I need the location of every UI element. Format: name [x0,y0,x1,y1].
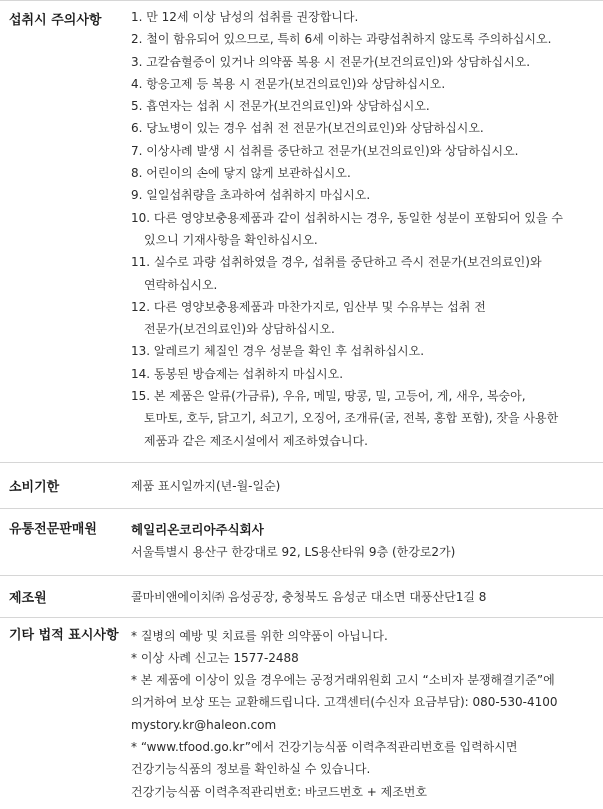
legal-note: * “www.tfood.go.kr”에서 건강기능식품 이력추적관리번호를 입력하시면 [131,740,518,755]
caution-item-continued: 제품과 같은 제조시설에서 제조하였습니다. [144,433,368,448]
caution-item: 2. 철이 함유되어 있으므로, 특히 6세 이하는 과량섭취하지 않도록 주의하십시오. [131,32,552,47]
row-label-distributor: 유통전문판매원 [9,521,97,537]
caution-item: 5. 흡연자는 섭취 시 전문가(보건의료인)와 상담하십시오. [131,99,430,114]
caution-item-continued: 있으니 기재사항을 확인하십시오. [144,232,318,247]
caution-item: 4. 항응고제 등 복용 시 전문가(보건의료인)와 상담하십시오. [131,76,446,91]
manufacturer-value: 콜마비앤에이치㈜ 음성공장, 충청북도 음성군 대소면 대풍산단1길 8 [131,589,487,604]
row-label-expiry: 소비기한 [9,479,60,495]
caution-item-continued: 연락하십시오. [144,277,218,292]
legal-note: * 본 제품에 이상이 있을 경우에는 공정거래위원회 고시 “소비자 분쟁해결기준”에 [131,673,555,688]
caution-item: 6. 당뇨병이 있는 경우 섭취 전 전문가(보건의료인)와 상담하십시오. [131,121,484,136]
legal-note: 건강기능식품 이력추적관리번호: 바코드번호 + 제조번호 [131,784,427,799]
distributor-name: 헤일리온코리아주식회사 [131,521,264,537]
legal-note: * 이상 사례 신고는 1577-2488 [131,650,299,665]
legal-note: * 질병의 예방 및 치료를 위한 의약품이 아닙니다. [131,628,388,643]
caution-item: 13. 알레르기 체질인 경우 성분을 확인 후 섭취하십시오. [131,344,425,359]
caution-item: 9. 일일섭취량을 초과하여 섭취하지 마십시오. [131,188,371,203]
caution-item: 14. 동봉된 방습제는 섭취하지 마십시오. [131,366,344,381]
caution-item-continued: 전문가(보건의료인)와 상담하십시오. [144,322,335,337]
row-expiry [0,463,603,509]
legal-note: 의거하여 보상 또는 교환해드립니다. 고객센터(수신자 요금부담): 080-530-4100 [131,695,558,710]
legal-note: 건강기능식품의 정보를 확인하실 수 있습니다. [131,762,371,777]
caution-item-continued: 토마토, 호두, 닭고기, 쇠고기, 오징어, 조개류(굴, 전복, 홍합 포함), 잣을 사용한 [144,411,559,426]
row-manufacturer [0,576,603,618]
caution-item: 15. 본 제품은 알류(가금류), 우유, 메밀, 땅콩, 밀, 고등어, 게, 새우, 복숭아, [131,389,526,404]
distributor-address: 서울특별시 용산구 한강대로 92, LS용산타워 9층 (한강로2가) [131,545,456,560]
caution-item: 7. 이상사례 발생 시 섭취를 중단하고 전문가(보건의료인)와 상담하십시오. [131,143,519,158]
row-label-other-legal: 기타 법적 표시사항 [9,627,119,643]
caution-item: 3. 고칼슘혈증이 있거나 의약품 복용 시 전문가(보건의료인)와 상담하십시오. [131,54,531,69]
caution-item: 11. 실수로 과량 섭취하였을 경우, 섭취를 중단하고 즉시 전문가(보건의료인)와 [131,255,542,270]
caution-item: 12. 다른 영양보충용제품과 마찬가지로, 임산부 및 수유부는 섭취 전 [131,299,486,314]
row-label-cautions: 섭취시 주의사항 [9,13,102,28]
other-legal-content [131,625,603,803]
caution-item: 10. 다른 영양보충용제품과 같이 섭취하시는 경우, 동일한 성분이 포함되어 있을 수 [131,210,563,225]
row-other-legal [0,618,603,809]
cautions-content [131,6,603,452]
caution-item: 8. 어린이의 손에 닿지 않게 보관하십시오. [131,166,351,181]
row-label-manufacturer: 제조원 [9,590,47,606]
expiry-value: 제품 표시일까지(년-월-일순) [131,478,281,493]
row-distributor [0,509,603,576]
distributor-content [131,519,603,564]
support-email: mystory.kr@haleon.com [131,717,277,732]
row-cautions [0,1,603,463]
caution-item: 1. 만 12세 이상 남성의 섭취를 권장합니다. [131,10,359,24]
